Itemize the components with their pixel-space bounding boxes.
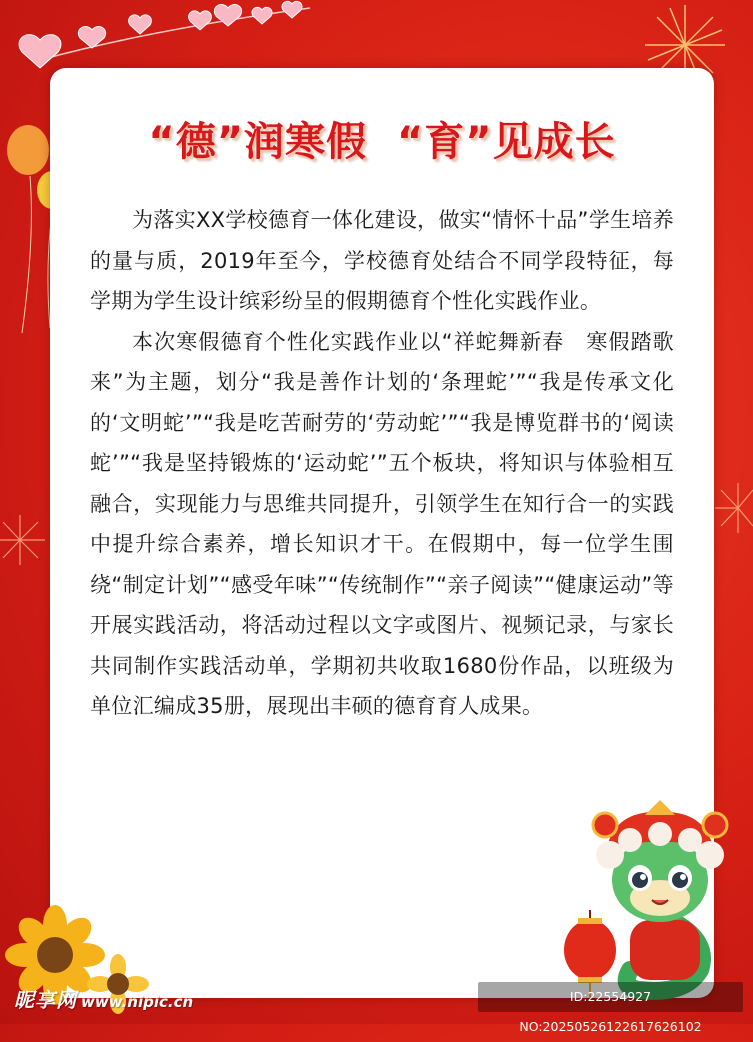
site-name: 昵享网 [14, 988, 77, 1012]
page-title [50, 112, 714, 172]
site-url: www.nipic.cn [81, 993, 194, 1011]
firework-icon [713, 478, 753, 538]
paragraph-2: 本次寒假德育个性化实践作业以“祥蛇舞新春 寒假踏歌来”为主题，划分“我是善作计划的‘条理蛇’”“我是传承文化的‘文明蛇’”“我是吃苦耐劳的‘劳动蛇’”“我是博览群书的‘阅读蛇’”“我是坚持锻炼的‘运动蛇’”五个板块，将知识与体验相互融合，实现能力与思维共同提升，引领学生在知行合一的实践中提升综合素养，增长知识才干。在假期中，每一位学生围绕“制定计划”“感受年味”“传统制作”“亲子阅读”“健康运动”等开展实践活动，将活动过程以文字或图片、视频记录，与家长共同制作实践活动单，学期初共收取1680份作品，以班级为单位汇编成35册，展现出丰硕的德育育人成果。 [90, 329, 674, 718]
snake-mascot-icon [560, 800, 735, 1000]
title-part-2: “育”见成长 [397, 119, 616, 165]
hearts-garland-icon [0, 0, 320, 70]
article-body [90, 200, 674, 727]
title-part-1: “德”润寒假 [148, 119, 367, 165]
firework-icon [0, 510, 50, 570]
image-id-badge: ID:22554927 NO:20250526122617626102 [478, 982, 743, 1012]
paragraph-1: 为落实XX学校德育一体化建设，做实“情怀十品”学生培养的量与质，2019年至今，学校德育处结合不同学段特征，每学期为学生设计缤彩纷呈的假期德育个性化实践作业。 [90, 208, 674, 313]
site-watermark [14, 984, 193, 1013]
